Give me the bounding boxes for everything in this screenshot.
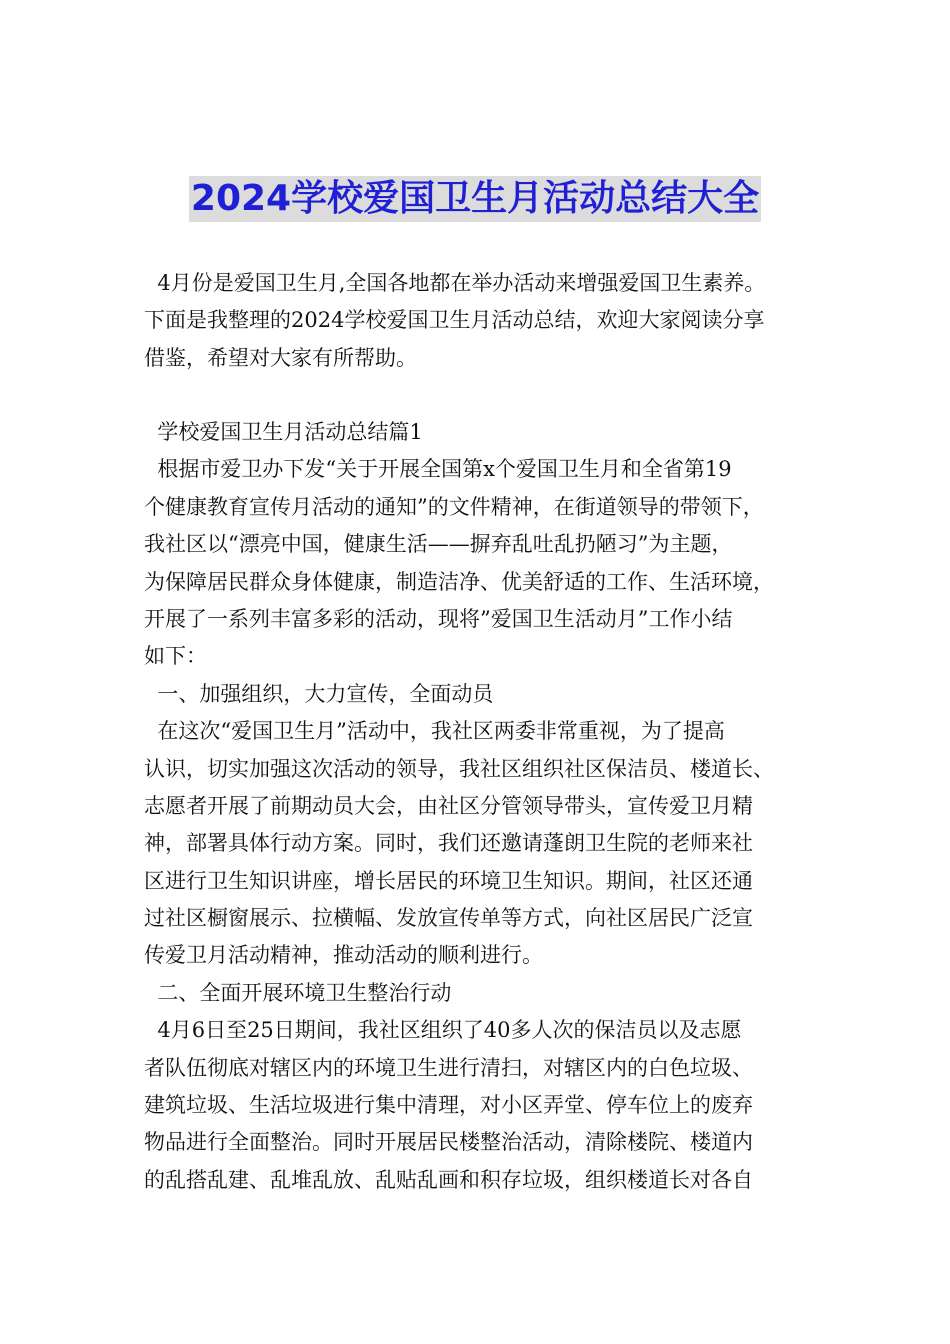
body-line: 物品进行全面整治。同时开展居民楼整治活动，清除楼院、楼道内 — [144, 1130, 753, 1155]
body-line: 开展了一系列丰富多彩的活动，现将”爱国卫生活动月”工作小结 — [144, 606, 733, 631]
body-line: 个健康教育宣传月活动的通知”的文件精神，在街道领导的带领下， — [144, 494, 764, 519]
body-line: 志愿者开展了前期动员大会，由社区分管领导带头，宣传爱卫月精 — [144, 793, 753, 818]
intro-paragraph — [144, 265, 824, 377]
body-line: 为保障居民群众身体健康，制造洁净、优美舒适的工作、生活环境， — [144, 569, 774, 594]
body-line: 传爱卫月活动精神，推动活动的顺利进行。 — [144, 943, 543, 968]
intro-line: 借鉴，希望对大家有所帮助。 — [144, 345, 417, 370]
body-section — [144, 414, 824, 1199]
section-heading: 学校爱国卫生月活动总结篇1 — [144, 420, 423, 444]
body-line: 在这次“爱国卫生月”活动中，我社区两委非常重视，为了提高 — [144, 719, 725, 744]
body-line: 者队伍彻底对辖区内的环境卫生进行清扫，对辖区内的白色垃圾、 — [144, 1055, 753, 1080]
body-line: 认识，切实加强这次活动的领导，我社区组织社区保洁员、楼道长、 — [144, 756, 774, 781]
body-line: 建筑垃圾、生活垃圾进行集中清理，对小区弄堂、停车位上的废弃 — [144, 1093, 753, 1118]
title-container — [0, 176, 950, 222]
body-line: 过社区橱窗展示、拉横幅、发放宣传单等方式，向社区居民广泛宣 — [144, 906, 753, 931]
body-line: 我社区以“漂亮中国，健康生活——摒弃乱吐乱扔陋习”为主题， — [144, 532, 733, 557]
body-line: 区进行卫生知识讲座，增长居民的环境卫生知识。期间，社区还通 — [144, 868, 753, 893]
intro-line: 下面是我整理的2024学校爱国卫生月活动总结，欢迎大家阅读分享 — [144, 308, 765, 333]
body-line: 神，部署具体行动方案。同时，我们还邀请蓬朗卫生院的老师来社 — [144, 831, 753, 856]
body-line: 如下： — [144, 644, 207, 669]
document-title: 2024学校爱国卫生月活动总结大全 — [189, 176, 761, 222]
subheading-1: 一、加强组织，大力宣传，全面动员 — [144, 681, 494, 706]
body-line: 根据市爱卫办下发“关于开展全国第x个爱国卫生月和全省第19 — [144, 457, 732, 482]
body-line: 4月6日至25日期间，我社区组织了40多人次的保洁员以及志愿 — [144, 1018, 742, 1043]
intro-line: 4月份是爱国卫生月,全国各地都在举办活动来增强爱国卫生素养。 — [144, 271, 766, 295]
body-line: 的乱搭乱建、乱堆乱放、乱贴乱画和积存垃圾，组织楼道长对各自 — [144, 1167, 753, 1192]
subheading-2: 二、全面开展环境卫生整治行动 — [144, 980, 452, 1005]
